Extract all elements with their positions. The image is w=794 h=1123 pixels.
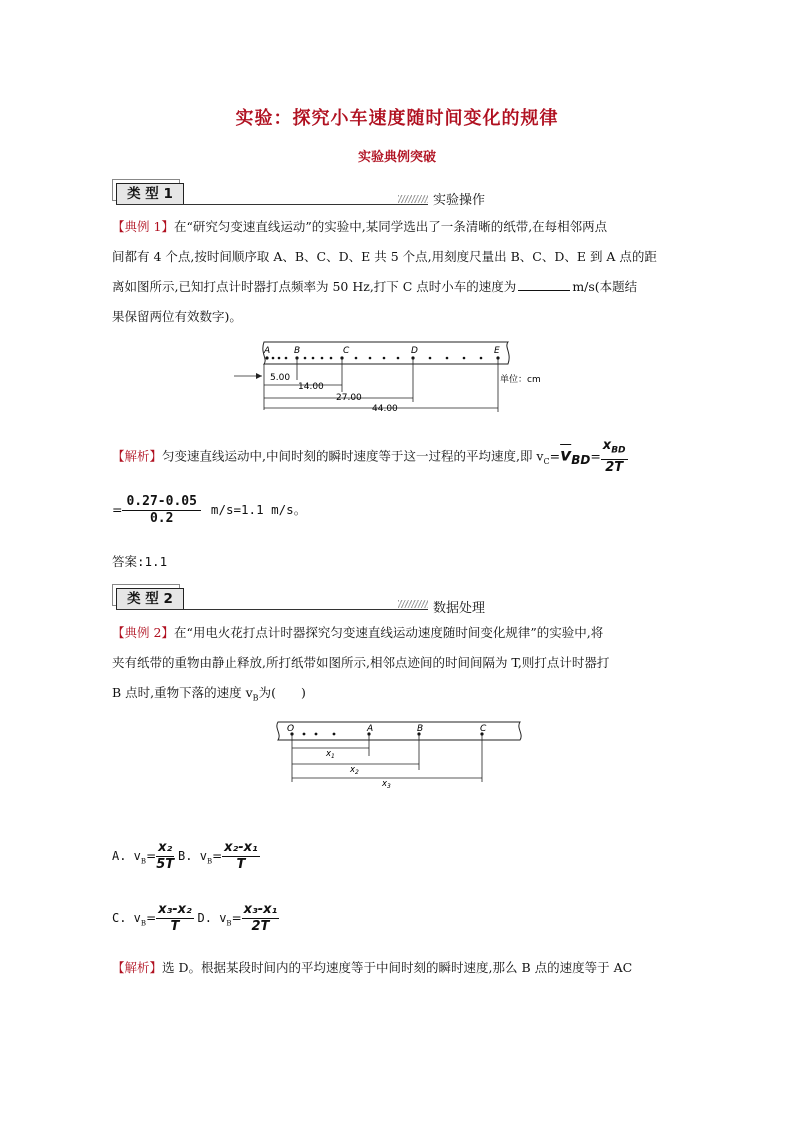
option-b[interactable]: B. $v_B=$ $\frac{\text{x₂-x₁}}{T}$ (178, 840, 258, 872)
type-1-hatch (398, 195, 428, 203)
analysis-1-eq: = (549, 448, 561, 464)
point-label-d: D (411, 346, 418, 356)
example-2-line-1: 在“用电火花打点计时器探究匀变速直线运动速度随时间变化规律”的实验中,将 (173, 625, 604, 640)
options-row-2 (112, 902, 279, 935)
tape-figure-1 (232, 340, 562, 414)
example-1-line-2: 间都有 4 个点,按时间顺序取 A、B、C、D、E 共 5 个点,用刻度尺量出 B、C、D、E 到 A 点的距 (112, 249, 657, 264)
type-2-underline (116, 609, 428, 610)
example-1-line-3: 离如图所示,已知打点计时器打点频率为 50 Hz,打下 C 点时小车的速度为 (112, 279, 517, 294)
point-label-e: E (494, 346, 500, 356)
example-2-line-3-end: 为( ) (258, 685, 306, 700)
point-label-c: C (343, 346, 350, 356)
point-label-b2: B (417, 724, 424, 734)
type-1-tag: 类 型 1 (116, 183, 184, 205)
type-1-underline (116, 204, 428, 205)
segment-x1: $x_1$ (326, 749, 335, 760)
answer-1: 答案:1.1 (112, 554, 168, 569)
point-label-a: A (264, 346, 271, 356)
arrow-head (256, 373, 262, 379)
option-a[interactable]: A. $v_B=$ $\frac{\text{x₂}}{5T}$ (112, 840, 175, 872)
page-subtitle: 实验典例突破 (357, 150, 436, 165)
example-2-line-2: 夹有纸带的重物由静止释放,所打纸带如图所示,相邻点迹间的时间间隔为 T,则打点计时器打 (112, 655, 610, 670)
type-2-tag: 类 型 2 (116, 588, 184, 610)
analysis-1-label: 【解析】 (112, 448, 163, 464)
example-2-line-3: B 点时,重物下落的速度 v (112, 685, 253, 700)
example-1-question (112, 212, 682, 332)
example-1-label: 【典例 1】 (112, 219, 174, 234)
fraction-xbd-2t (601, 438, 628, 476)
point-label-a2: A (367, 724, 374, 734)
example-1-analysis (112, 438, 692, 476)
segment-x3: $x_3$ (382, 779, 391, 790)
type-1-category: 实验操作 (433, 193, 486, 208)
fraction-numerator: x (602, 438, 612, 453)
segment-x2: $x_2$ (350, 765, 359, 776)
point-label-b: B (294, 346, 301, 356)
distance-ab: 5.00 (270, 373, 291, 383)
calculation-line (112, 494, 306, 527)
calc-fraction (122, 494, 200, 527)
example-2-line-3-sub: B (252, 693, 259, 703)
analysis-1-sub: C (543, 456, 550, 466)
option-c[interactable]: C. $v_B=$ $\frac{\text{x₃-x₂}}{T}$ (112, 902, 192, 934)
dimension-lines-2 (292, 734, 482, 782)
example-1-line-1: 在“研究匀变速直线运动”的实验中,某同学选出了一条清晰的纸带,在每相邻两点 (173, 219, 608, 234)
point-label-c2: C (480, 724, 487, 734)
fraction-numerator-sub: BD (611, 445, 626, 456)
distance-ac: 14.00 (298, 382, 324, 392)
options-row-1 (112, 840, 260, 873)
distance-ad: 27.00 (336, 393, 362, 403)
analysis-2-text: 选 D。根据某段时间内的平均速度等于中间时刻的瞬时速度,那么 B 点的速度等于 AC (162, 960, 633, 975)
calc-denominator: 0.2 (149, 511, 174, 526)
v-bar-symbol: $\overline{v}$ (560, 445, 572, 466)
point-label-o: O (287, 724, 295, 734)
tape-figure-2 (270, 718, 530, 790)
analysis-1-eq-2: = (590, 448, 601, 464)
analysis-1-text: 匀变速直线运动中,中间时刻的瞬时速度等于这一过程的平均速度,即 v (162, 448, 544, 464)
v-bar-sub: BD (571, 452, 591, 467)
dimension-lines (234, 358, 498, 412)
calc-result: m/s=1.1 m/s。 (210, 502, 307, 517)
unit-label: 单位：cm (500, 375, 541, 385)
answer-blank (518, 276, 570, 291)
analysis-2-label: 【解析】 (112, 960, 163, 975)
example-2-question (112, 618, 682, 714)
example-1-line-4: 果保留两位有效数字)。 (112, 309, 242, 324)
example-2-label: 【典例 2】 (112, 625, 174, 640)
type-2-category: 数据处理 (433, 601, 486, 616)
type-2-hatch (398, 600, 428, 608)
distance-ae: 44.00 (372, 404, 398, 414)
example-2-analysis (112, 958, 692, 976)
example-1-line-3-end: m/s(本题结 (572, 279, 638, 294)
fraction-denominator: 2T (605, 459, 624, 475)
calc-numerator: 0.27-0.05 (122, 494, 200, 511)
page-title: 实验：探究小车速度随时间变化的规律 (235, 108, 559, 129)
calc-eq: = (112, 502, 123, 517)
option-d[interactable]: D. $v_B=$ $\frac{\text{x₃-x₁}}{2T}$ (197, 902, 278, 934)
